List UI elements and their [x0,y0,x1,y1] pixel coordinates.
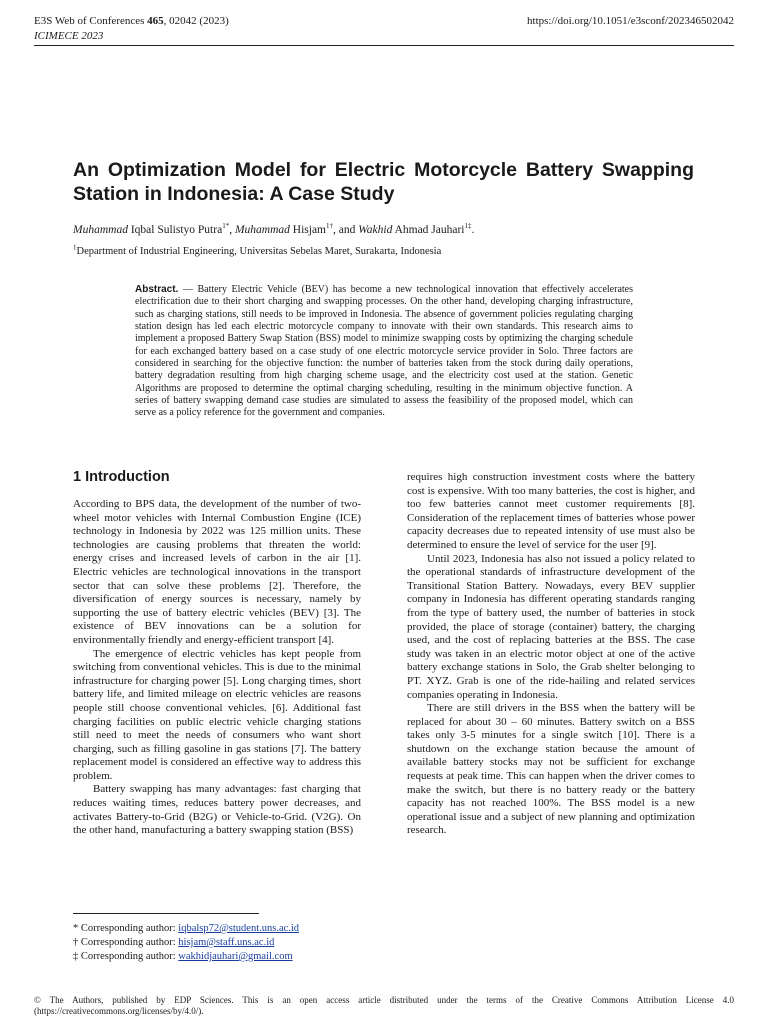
abstract-text: — Battery Electric Vehicle (BEV) has become a new technological innovation that effectively accelerates electrification due to their short charging and swapping processes. On the other hand, developing charging infrastructure, such as charging stations, still needs to be improved in Indonesia. The absence of government policies regulating charging station design has led each electric motorcycle company to innovate with their own standards. This research aims to implement a proposed Battery Swap Station (BSS) model to minimize swapping costs by optimizing the charging schedule for each exchanged battery based on a case study of one electric motorcycle service provider in Solo. Three factors are considered in searching for the objective function: the number of batteries taken from the stock during daily operations, battery degradation resulting from high charging scheme usage, and the electricity cost used at the station. Genetic Algorithms are proposed to determine the optimal charging scheduling, resulting in the minimum objective function. A series of battery swapping demand case studies are simulated to assess the feasibility of the proposed model, which can serve as a policy reference for the government and companies. [135,284,633,419]
abstract [135,284,633,420]
footnote-1: * Corresponding author: iqbalsp72@student.uns.ac.id [73,923,300,934]
section-heading-introduction: 1 Introduction [73,469,170,485]
author-list: Muhammad Iqbal Sulistyo Putra$^{1*}$, Muhammad Hisjam$^{1\dagger}$, and Wakhid Ahmad Jauhari$^{1\ddagger}$. [73,222,475,236]
email-link[interactable]: hisjam@staff.uns.ac.id [178,937,275,948]
affiliation: $^1$Department of Industrial Engineering, Universitas Sebelas Maret, Surakarta, Indonesia [73,243,442,257]
journal-name: E3S Web of Conferences [34,15,148,27]
body-column-right [407,471,695,838]
running-header-left [34,14,229,44]
paragraph: Battery swapping has many advantages: fast charging that reduces waiting times, reduces battery power decreases, and activates Battery-to-Grid (B2G) or Vehicle-to-Grid. (V2G). On the other hand, manufacturing a battery swapping station (BSS) [73,783,361,837]
paragraph: Until 2023, Indonesia has also not issued a policy related to the operational standards of infrastructure development of the Transitional Station Battery. Nowadays, every BEV supplier company in Indonesia has different operating standards ranging from the type of battery used, the number of batteries in stock provided, the place of storage (container) battery, the charging used, and the cost of replacing batteries at the BSS. The case study was taken in an electric motor object at one of the active battery exchange stations in Solo, the Grab shelter belonging to PT. XYZ. Grab is one of the ride-hailing and related services companies operating in Indonesia. [407,552,695,701]
footnote-2: † Corresponding author: hisjam@staff.uns.ac.id [73,937,275,948]
conference-name: ICIMECE 2023 [34,30,104,42]
paragraph: There are still drivers in the BSS when the battery will be replaced for about 30 – 60 minutes. Battery switch on a BSS takes only 3-5 minutes for a single switch [10]. There is a shutdown on the exchange station because the amount of available battery stocks may not be sufficient for exchange requests at peak time. This can happen when the driver comes to make the switch, but there is no battery ready or the battery capacity has not reached 100%. The BSS model is a new operational issue and a subject of new planning and optimization research. [407,702,695,837]
author-3: Wakhid Ahmad Jauhari$^{1\ddagger}$ [358,222,472,236]
article-number: , 02042 (2023) [163,15,229,27]
author-1: Muhammad Iqbal Sulistyo Putra$^{1*}$ [73,222,230,236]
paragraph: The emergence of electric vehicles has kept people from switching from conventional vehicles. This is due to the minimal infrastructure for charging power [5]. Long charging times, short battery life, and limited mileage on electric vehicles are reasons people still choose conventional vehicles. [6]. Additional fast charging facilities on public electric vehicle charging stations still need to meet the needs of consumers who want short charging, such as filling gasoline in gas stations [7]. The battery replacement model is considered an effective way to address this problem. [73,647,361,782]
paragraph: According to BPS data, the development of the number of two-wheel motor vehicles with Internal Combustion Engine (ICE) technology in Indonesia by 2022 was 125 million units. These technologies are causing problems that threaten the world: energy crises and increased levels of carbon in the air [1]. Electric vehicles are technological innovations in the transport sector that can solve these problems [2]. Therefore, the diversification of energy sources is necessary, namely by supporting the use of battery electric vehicles (BEV) [3]. The existence of BEV innovations can be a solution for environmentally friendly and energy-efficient transport [4]. [73,498,361,646]
journal-volume: 465 [147,15,164,27]
footnote-divider [73,913,259,914]
journal-line [34,14,229,29]
paper-title: An Optimization Model for Electric Motorcycle Battery Swapping Station in Indonesia: A Case Study [73,159,694,205]
email-link[interactable]: wakhidjauhari@gmail.com [178,951,293,962]
doi-link[interactable]: https://doi.org/10.1051/e3sconf/202346502042 [527,15,734,27]
footnote-3: ‡ Corresponding author: wakhidjauhari@gmail.com [73,951,293,962]
header-divider [34,45,734,46]
body-column-left [73,468,361,838]
author-2: Muhammad Hisjam$^{1\dagger}$ [234,222,334,236]
license-notice: © The Authors, published by EDP Sciences. This is an open access article distributed under the terms of the Creative Commons Attribution License 4.0 (https://creativecommons.org/licenses/by/4.0/). [34,995,734,1016]
email-link[interactable]: iqbalsp72@student.uns.ac.id [178,923,300,934]
footnotes [73,922,299,964]
abstract-label: Abstract. [135,284,179,295]
paragraph: requires high construction investment costs where the battery cost is expensive. With too many batteries, the cost is higher, and too few batteries cannot meet customer requirements [8]. Consideration of the replacement times of batteries whose power capacity decreases due to repeated intensity of use must also be determined to ensure the level of service for the user [9]. [407,471,695,551]
